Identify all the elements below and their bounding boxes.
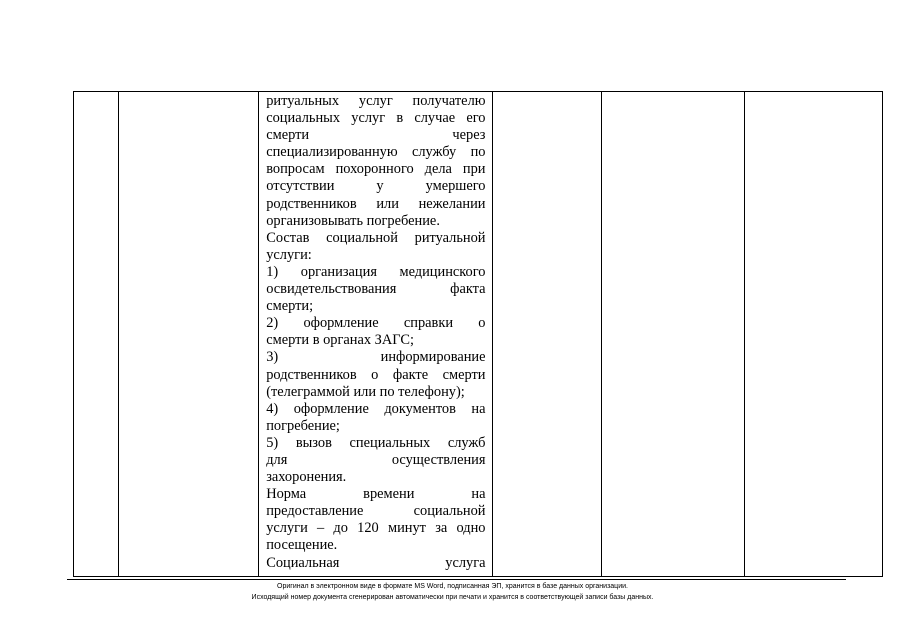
text-line: услуги – до 120 минут за одно [266,520,486,537]
cell-service-name [119,92,259,577]
text-line: 3) информирование [266,349,486,366]
cell-col-4 [492,92,601,577]
text-line: погребение; [266,417,340,434]
text-line: социальных услуг в случае его [266,110,486,127]
text-line: вопросам похоронного дела при [266,161,486,178]
text-line: захоронения. [266,469,347,486]
cell-col-6 [744,92,882,577]
text-line: 1) организация медицинского [266,263,486,280]
text-line: (телеграммой или по телефону); [266,383,465,400]
cell-number [74,92,119,577]
text-line: освидетельствования факта [266,281,486,298]
text-line: 4) оформление документов на [266,400,486,417]
text-line: для осуществления [266,451,486,468]
service-description-text [266,93,485,572]
text-line: Состав социальной ритуальной [266,229,486,246]
cell-col-5 [601,92,744,577]
text-line: родственников или нежелании [266,195,486,212]
table-row [74,92,883,577]
text-line: предоставление социальной [266,503,486,520]
text-line: смерти; [266,298,314,315]
text-line: посещение. [266,537,338,554]
text-line: услуги: [266,246,312,263]
text-line: организовывать погребение. [266,212,440,229]
text-line: ритуальных услуг получателю [266,93,486,109]
text-line: специализированную службу по [266,144,486,161]
text-line: 2) оформление справки о [266,315,486,332]
cell-service-description [259,92,492,577]
text-line: Норма времени на [266,486,486,503]
footer-divider [67,579,846,580]
text-line: родственников о факте смерти [266,366,486,383]
text-line: Социальная услуга [266,554,486,571]
footer-note-original: Оригинал в электронном виде в формате MS Word, подписанная ЭП, хранится в базе данных организации. [277,583,628,590]
text-line: 5) вызов специальных служб [266,434,486,451]
services-table [73,91,883,577]
text-line: отсутствии у умершего [266,178,486,195]
text-line: смерти через [266,127,486,144]
footer-note-number: Исходящий номер документа сгенерирован автоматически при печати и хранится в соответствующей записи базы данных. [251,594,654,601]
text-line: смерти в органах ЗАГС; [266,332,414,349]
